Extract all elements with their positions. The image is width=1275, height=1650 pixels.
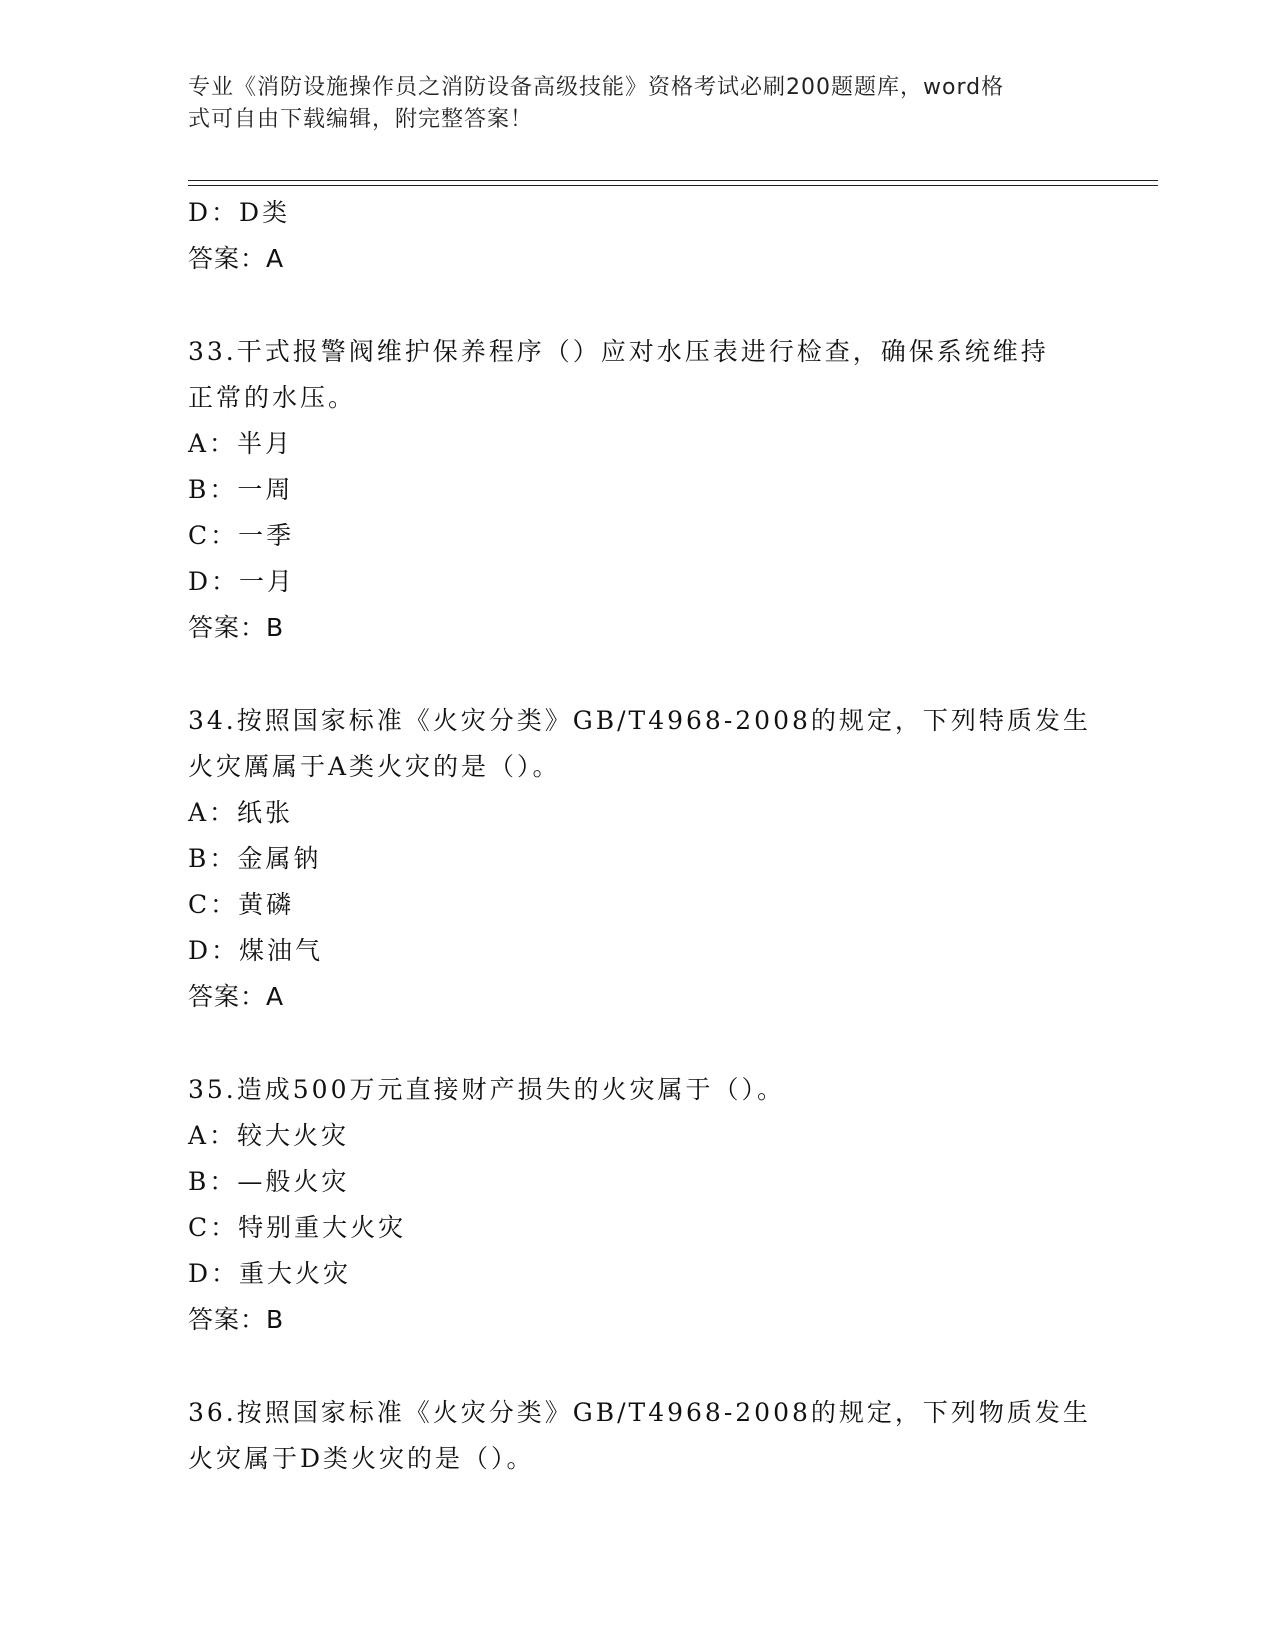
- header-divider-bottom: [188, 185, 1158, 186]
- question-line: 33.干式报警阀维护保养程序（）应对水压表进行检查，确保系统维持: [188, 337, 1049, 366]
- answer-line: 答案：B: [188, 613, 285, 642]
- question-line: 35.造成500万元直接财产损失的火灾属于（）。: [188, 1075, 785, 1104]
- option-a: A：较大火灾: [188, 1121, 350, 1150]
- option-c: C：黄磷: [188, 890, 295, 919]
- question-line: 34.按照国家标准《火灾分类》GB/T4968-2008的规定，下列特质发生: [188, 706, 1091, 735]
- option-c: C：特别重大火灾: [188, 1213, 407, 1242]
- option-d: D：煤油气: [188, 936, 324, 965]
- option-d: D：重大火灾: [188, 1259, 352, 1288]
- answer-line: 答案：A: [188, 244, 285, 273]
- question-34-text: [188, 698, 1091, 790]
- option-a: A：纸张: [188, 798, 294, 827]
- header-line-2: 式可自由下载编辑，附完整答案！: [188, 107, 534, 132]
- option-d: D：D类: [188, 198, 291, 227]
- option-d: D：一月: [188, 567, 296, 596]
- option-c: C：一季: [188, 521, 295, 550]
- question-36-text: [188, 1390, 1091, 1482]
- answer-line: 答案：A: [188, 982, 285, 1011]
- question-line: 火灾厲属于A类火灾的是（）。: [188, 752, 561, 781]
- answer-line: 答案：B: [188, 1305, 285, 1334]
- header-divider-top: [188, 180, 1158, 181]
- header-line-1: 专业《消防设施操作员之消防设备高级技能》资格考试必刷200题题库，word格: [188, 75, 1005, 100]
- option-a: A：半月: [188, 429, 294, 458]
- question-line: 36.按照国家标准《火灾分类》GB/T4968-2008的规定，下列物质发生: [188, 1398, 1091, 1427]
- document-header: [188, 72, 1068, 136]
- question-list: [188, 190, 1091, 1482]
- option-b: B：一周: [188, 475, 294, 504]
- question-35-text: [188, 1067, 1088, 1113]
- option-b: B：—般火灾: [188, 1167, 350, 1196]
- option-b: B：金属钠: [188, 844, 322, 873]
- question-33-text: [188, 329, 1088, 421]
- question-line: 正常的水压。: [188, 383, 357, 412]
- question-line: 火灾属于D类火灾的是（）。: [188, 1444, 535, 1473]
